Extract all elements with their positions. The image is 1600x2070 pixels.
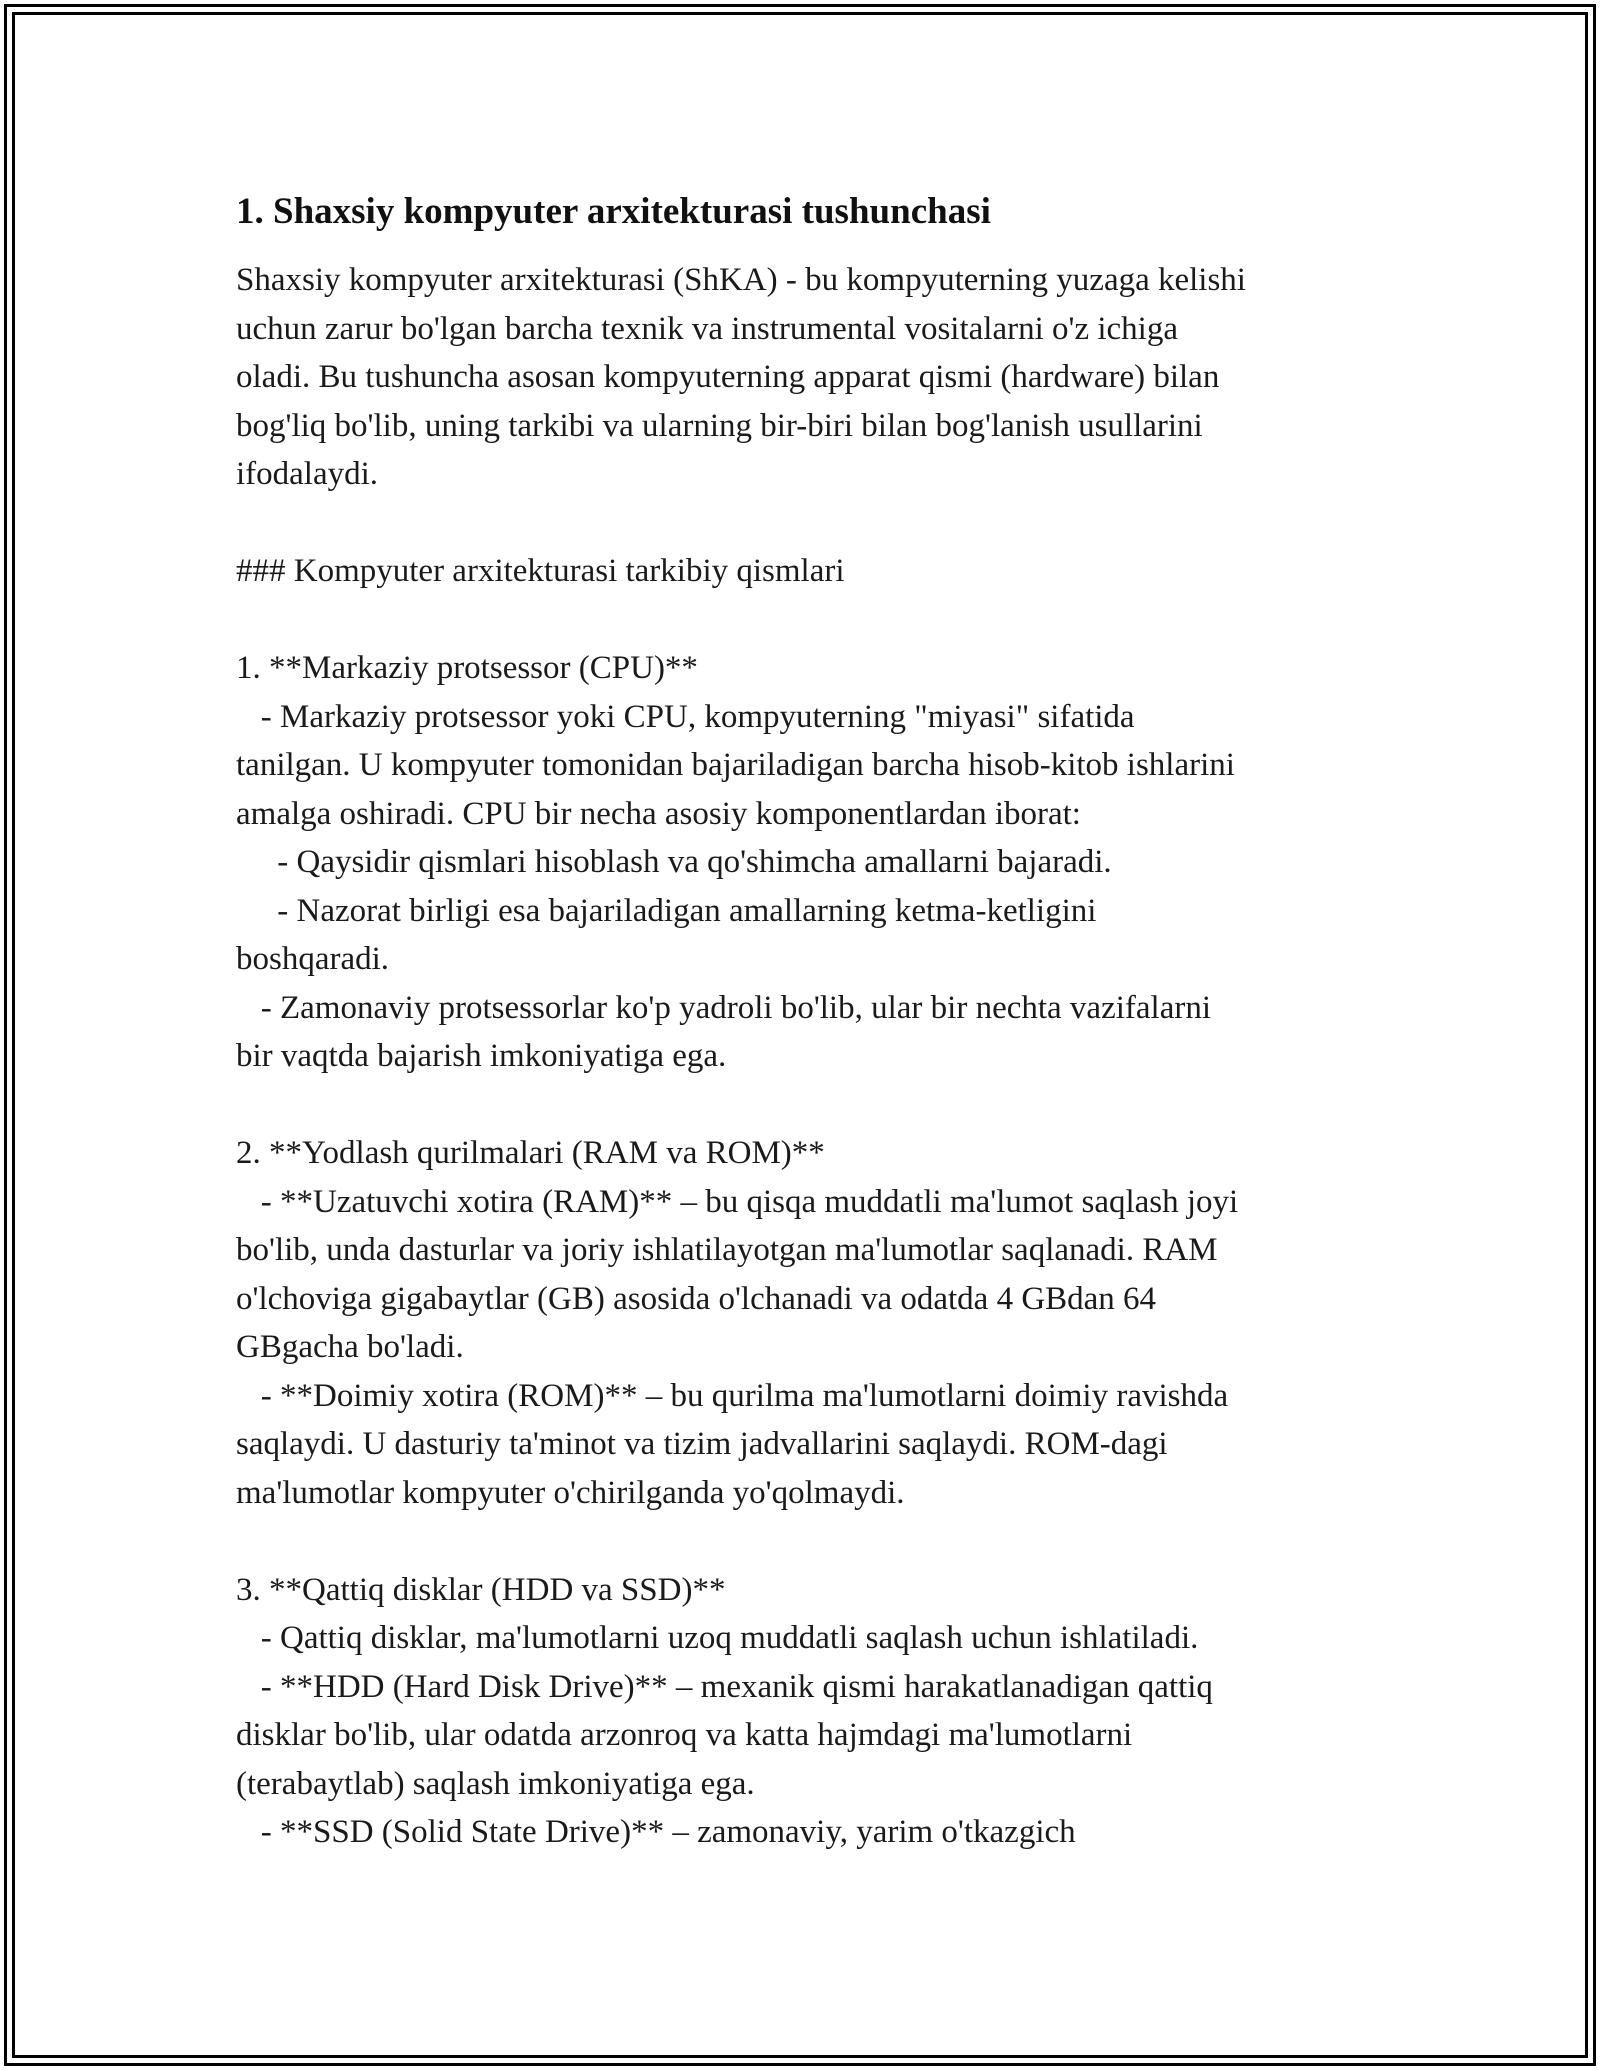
- document-body: [236, 256, 1406, 1857]
- text-line: uchun zarur bo'lgan barcha texnik va instrumental vositalarni o'z ichiga: [236, 310, 1178, 347]
- text-line: saqlaydi. U dasturiy ta'minot va tizim jadvallarini saqlaydi. ROM-dagi: [236, 1426, 1168, 1462]
- text-line: ifodalaydi.: [236, 456, 379, 492]
- blank-line: [236, 499, 1406, 548]
- text-line: tanilgan. U kompyuter tomonidan bajariladigan barcha hisob-kitob ishlarini: [236, 747, 1235, 783]
- text-line: boshqaradi.: [236, 941, 390, 977]
- section-heading: ### Kompyuter arxitekturasi tarkibiy qismlari: [236, 553, 845, 589]
- text-line: bog'liq bo'lib, uning tarkibi va ularning bir-biri bilan bog'lanish usullarini: [236, 407, 1203, 444]
- text-line: - **Uzatuvchi xotira (RAM)** – bu qisqa muddatli ma'lumot saqlash joyi: [236, 1183, 1239, 1220]
- blank-line: [236, 1517, 1406, 1566]
- text-line: - **HDD (Hard Disk Drive)** – mexanik qismi harakatlanadigan qattiq: [236, 1668, 1213, 1705]
- list-item-heading: 2. **Yodlash qurilmalari (RAM va ROM)**: [236, 1135, 825, 1171]
- text-line: - Zamonaviy protsessorlar ko'p yadroli bo'lib, ular bir nechta vazifalarni: [236, 989, 1211, 1026]
- document-page: [236, 186, 1406, 1857]
- text-line: amalga oshiradi. CPU bir necha asosiy komponentlardan iborat:: [236, 795, 1081, 832]
- list-item-heading: 3. **Qattiq disklar (HDD va SSD)**: [236, 1571, 726, 1608]
- text-line: disklar bo'lib, ular odatda arzonroq va katta hajmdagi ma'lumotlarni: [236, 1717, 1133, 1753]
- text-line: oladi. Bu tushuncha asosan kompyuterning apparat qismi (hardware) bilan: [236, 359, 1220, 395]
- text-line: - Qaysidir qismlari hisoblash va qo'shimcha amallarni bajaradi.: [236, 844, 1112, 880]
- text-line: - **Doimiy xotira (ROM)** – bu qurilma ma'lumotlarni doimiy ravishda: [236, 1377, 1229, 1414]
- text-line: - **SSD (Solid State Drive)** – zamonaviy, yarim o'tkazgich: [236, 1814, 1076, 1850]
- text-line: - Markaziy protsessor yoki CPU, kompyuterning "miyasi" sifatida: [236, 698, 1135, 735]
- text-line: o'lchoviga gigabaytlar (GB) asosida o'lchanadi va odatda 4 GBdan 64: [236, 1280, 1157, 1317]
- blank-line: [236, 596, 1406, 645]
- text-line: - Nazorat birligi esa bajariladigan amallarning ketma-ketligini: [236, 892, 1097, 929]
- text-line: ma'lumotlar kompyuter o'chirilganda yo'qolmaydi.: [236, 1474, 905, 1511]
- text-line: GBgacha bo'ladi.: [236, 1329, 464, 1365]
- text-line: - Qattiq disklar, ma'lumotlarni uzoq muddatli saqlash uchun ishlatiladi.: [236, 1620, 1199, 1656]
- text-line: (terabaytlab) saqlash imkoniyatiga ega.: [236, 1765, 755, 1802]
- blank-line: [236, 1081, 1406, 1130]
- text-line: Shaxsiy kompyuter arxitekturasi (ShKA) - bu kompyuterning yuzaga kelishi: [236, 262, 1246, 298]
- text-line: bo'lib, unda dasturlar va joriy ishlatilayotgan ma'lumotlar saqlanadi. RAM: [236, 1232, 1218, 1268]
- document-title: 1. Shaxsiy kompyuter arxitekturasi tushunchasi: [236, 191, 991, 232]
- text-line: bir vaqtda bajarish imkoniyatiga ega.: [236, 1038, 727, 1074]
- list-item-heading: 1. **Markaziy protsessor (CPU)**: [236, 650, 698, 686]
